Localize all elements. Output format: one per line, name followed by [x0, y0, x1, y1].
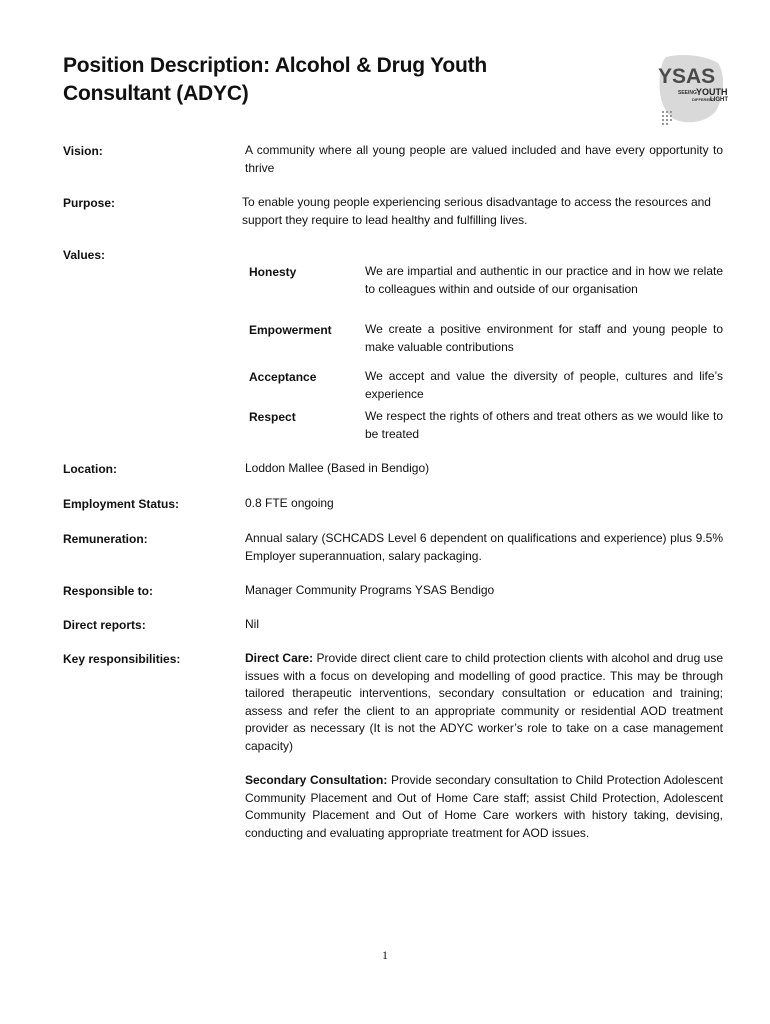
location-value: Loddon Mallee (Based in Bendigo) — [245, 461, 430, 475]
responsibility-direct-care — [245, 650, 723, 755]
remuneration-label: Remuneration: — [63, 532, 148, 546]
page-number: 1 — [382, 948, 388, 962]
title-line-2: Consultant (ADYC) — [63, 82, 249, 105]
responsibility-heading: Secondary Consultation: — [245, 773, 388, 787]
logo-tag-youth: YOUTH — [696, 87, 728, 97]
location-label: Location: — [63, 462, 117, 476]
purpose-label: Purpose: — [63, 196, 116, 210]
vision-label: Vision: — [63, 144, 103, 158]
ysas-logo — [652, 53, 728, 129]
remuneration-value: Annual salary (SCHCADS Level 6 dependent on qualifications and experience) plus 9.5% Employer superannuation, salary packaging. — [245, 531, 723, 563]
value-name-acceptance: Acceptance — [249, 370, 317, 384]
value-desc-respect: We respect the rights of others and treat others as we would like to be treated — [365, 409, 723, 441]
employment-status-label: Employment Status: — [63, 497, 180, 511]
title-line-1: Position Description: Alcohol & Drug Youth — [63, 54, 488, 77]
value-name-empowerment: Empowerment — [249, 323, 332, 337]
direct-reports-value: Nil — [245, 617, 259, 631]
values-label: Values: — [63, 248, 106, 262]
ysas-logo-graphic — [652, 53, 728, 129]
responsibility-secondary-consultation — [245, 772, 723, 842]
responsibility-text: Provide secondary consultation to Child Protection Adolescent Community Placement and Out of Home Care staff; assist Child Protection, Adolescent Community Placement and Out of Home Care workers with history taking, devising, conducting and evaluating appropriate treatment for AOD issues. — [245, 773, 724, 840]
direct-reports-label: Direct reports: — [63, 618, 146, 632]
value-name-honesty: Honesty — [249, 265, 297, 279]
logo-tag-light: LIGHT — [710, 97, 728, 103]
logo-tag-different: DIFFERENT — [692, 97, 715, 102]
value-name-respect: Respect — [249, 410, 296, 424]
value-desc-acceptance: We accept and value the diversity of people, cultures and life’s experience — [365, 369, 723, 401]
page-title — [63, 52, 623, 108]
responsible-to-value: Manager Community Programs YSAS Bendigo — [245, 583, 495, 597]
purpose-value: To enable young people experiencing serious disadvantage to access the resources and support they require to lead healthy and fulfilling lives. — [242, 195, 711, 227]
key-responsibilities-label: Key responsibilities: — [63, 652, 181, 666]
vision-value: A community where all young people are valued included and have every opportunity to thrive — [245, 143, 723, 175]
value-desc-empowerment: We create a positive environment for staff and young people to make valuable contributions — [365, 322, 723, 354]
employment-status-value: 0.8 FTE ongoing — [245, 496, 334, 510]
value-desc-honesty: We are impartial and authentic in our practice and in how we relate to colleagues within and outside of our organisation — [365, 264, 723, 296]
responsible-to-label: Responsible to: — [63, 584, 154, 598]
logo-tag-seeing: SEEING — [678, 90, 697, 96]
responsibility-text: Provide direct client care to child protection clients with alcohol and drug use issues with a focus on developing and modelling of good practice. This may be through tailored therapeutic interventions, secondary consultation or education and training; assess and refer the client to an appropriate community or residential AOD treatment provider as necessary (It is not the ADYC worker’s role to take on a case management capacity) — [245, 651, 723, 753]
responsibility-heading: Direct Care: — [245, 651, 314, 665]
logo-wordmark: YSAS — [658, 65, 716, 88]
